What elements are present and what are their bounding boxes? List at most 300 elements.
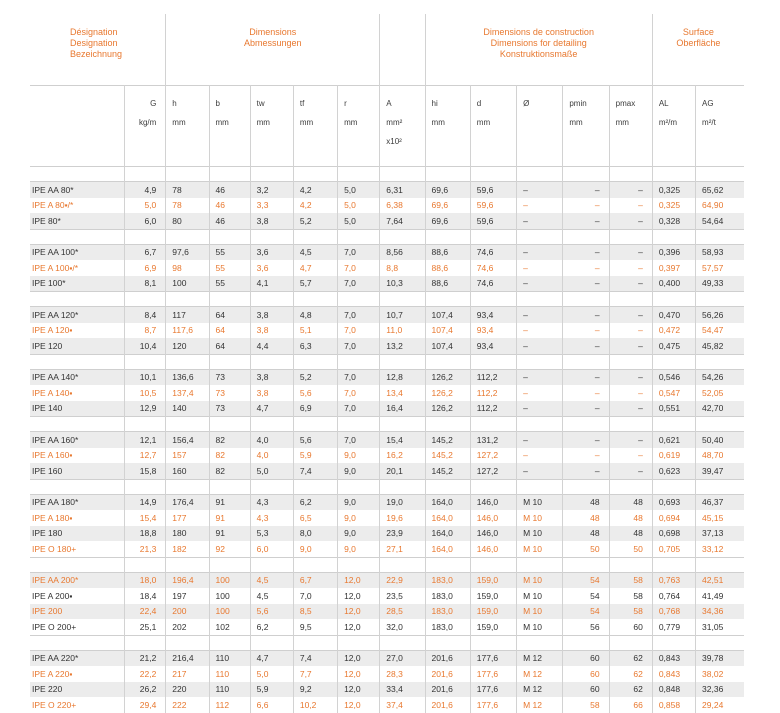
table-cell: 46,37 bbox=[696, 494, 744, 510]
spacer-cell bbox=[293, 229, 337, 244]
table-cell: – bbox=[517, 401, 563, 417]
table-cell: – bbox=[517, 307, 563, 323]
spacer-cell bbox=[652, 292, 695, 307]
table-cell: 112 bbox=[209, 697, 250, 713]
table-cell: 58 bbox=[563, 697, 609, 713]
table-cell: 9,0 bbox=[338, 510, 380, 526]
column-header bbox=[125, 86, 166, 167]
table-cell: 48 bbox=[563, 526, 609, 542]
table-cell: 5,6 bbox=[293, 385, 337, 401]
table-cell: 0,763 bbox=[652, 572, 695, 588]
profile-table-container bbox=[30, 14, 744, 713]
table-cell: 110 bbox=[209, 682, 250, 698]
table-cell: 10,7 bbox=[380, 307, 425, 323]
table-cell: 9,2 bbox=[293, 682, 337, 698]
table-cell: 0,693 bbox=[652, 494, 695, 510]
table-cell: 0,547 bbox=[652, 385, 695, 401]
table-cell: 93,4 bbox=[470, 338, 516, 354]
spacer-cell bbox=[338, 292, 380, 307]
spacer-cell bbox=[470, 417, 516, 432]
table-cell: – bbox=[517, 432, 563, 448]
table-cell: – bbox=[563, 385, 609, 401]
table-cell: 4,5 bbox=[250, 588, 293, 604]
table-cell: 6,2 bbox=[250, 619, 293, 635]
table-cell: 54 bbox=[563, 604, 609, 620]
table-cell: M 10 bbox=[517, 510, 563, 526]
table-cell: 164,0 bbox=[425, 526, 470, 542]
table-cell: 6,3 bbox=[293, 338, 337, 354]
spacer-cell bbox=[696, 292, 744, 307]
table-cell: 8,8 bbox=[380, 260, 425, 276]
table-row bbox=[30, 244, 744, 260]
table-cell: 4,7 bbox=[250, 401, 293, 417]
table-cell: – bbox=[563, 338, 609, 354]
column-header bbox=[470, 86, 516, 167]
table-cell: 7,64 bbox=[380, 213, 425, 229]
table-cell: 146,0 bbox=[470, 510, 516, 526]
spacer-cell bbox=[250, 167, 293, 182]
spacer-cell bbox=[696, 479, 744, 494]
table-cell: 145,2 bbox=[425, 463, 470, 479]
table-cell: 3,8 bbox=[250, 307, 293, 323]
table-cell: 54,64 bbox=[696, 213, 744, 229]
spacer-cell bbox=[425, 229, 470, 244]
table-cell: 73 bbox=[209, 385, 250, 401]
table-cell: 100 bbox=[209, 588, 250, 604]
table-cell: 10,2 bbox=[293, 697, 337, 713]
table-cell: 126,2 bbox=[425, 385, 470, 401]
column-header bbox=[380, 86, 425, 167]
spacer-cell bbox=[380, 229, 425, 244]
table-cell: 48 bbox=[609, 526, 652, 542]
spacer-cell bbox=[652, 417, 695, 432]
spacer-cell bbox=[563, 167, 609, 182]
table-cell: – bbox=[517, 244, 563, 260]
table-cell: 62 bbox=[609, 666, 652, 682]
spacer-cell bbox=[125, 417, 166, 432]
table-cell: 91 bbox=[209, 526, 250, 542]
table-cell: 32,0 bbox=[380, 619, 425, 635]
table-cell: 222 bbox=[166, 697, 209, 713]
table-cell: – bbox=[563, 213, 609, 229]
table-row bbox=[30, 604, 744, 620]
table-cell: 27,0 bbox=[380, 650, 425, 666]
table-cell: 7,0 bbox=[338, 260, 380, 276]
spacer-cell bbox=[293, 292, 337, 307]
table-cell: 59,6 bbox=[470, 198, 516, 214]
table-cell: – bbox=[563, 369, 609, 385]
table-cell: 10,4 bbox=[125, 338, 166, 354]
spacer-cell bbox=[209, 167, 250, 182]
table-cell: 5,1 bbox=[293, 323, 337, 339]
table-cell: 117,6 bbox=[166, 323, 209, 339]
table-cell: 12,8 bbox=[380, 369, 425, 385]
spacer-cell bbox=[609, 417, 652, 432]
table-cell: 6,2 bbox=[293, 494, 337, 510]
column-symbol: pmax bbox=[615, 99, 636, 108]
table-cell: 7,0 bbox=[338, 385, 380, 401]
spacer-cell bbox=[517, 557, 563, 572]
table-cell: 16,4 bbox=[380, 401, 425, 417]
spacer-cell bbox=[517, 479, 563, 494]
table-cell: 55 bbox=[209, 260, 250, 276]
table-cell: 5,0 bbox=[250, 666, 293, 682]
column-unit: m²/t bbox=[702, 118, 716, 127]
table-cell: 146,0 bbox=[470, 494, 516, 510]
table-cell: M 12 bbox=[517, 697, 563, 713]
table-cell: 18,4 bbox=[125, 588, 166, 604]
table-cell: 15,4 bbox=[380, 432, 425, 448]
spacer-cell bbox=[209, 479, 250, 494]
table-cell: 54 bbox=[563, 572, 609, 588]
table-cell: 73 bbox=[209, 369, 250, 385]
spacer-cell bbox=[425, 417, 470, 432]
spacer-cell bbox=[250, 229, 293, 244]
table-cell: 22,9 bbox=[380, 572, 425, 588]
spacer-cell bbox=[652, 557, 695, 572]
spacer-cell bbox=[293, 167, 337, 182]
table-cell: 18,8 bbox=[125, 526, 166, 542]
table-cell: 0,621 bbox=[652, 432, 695, 448]
table-cell: 6,31 bbox=[380, 182, 425, 198]
table-cell: 102 bbox=[209, 619, 250, 635]
spacer-cell bbox=[425, 479, 470, 494]
table-cell: 8,56 bbox=[380, 244, 425, 260]
column-symbol: pmin bbox=[569, 99, 587, 108]
table-cell: 60 bbox=[563, 682, 609, 698]
table-row bbox=[30, 666, 744, 682]
table-row bbox=[30, 588, 744, 604]
table-row bbox=[30, 448, 744, 464]
table-cell: 177,6 bbox=[470, 650, 516, 666]
table-cell: M 10 bbox=[517, 572, 563, 588]
detailing-en: Dimensions for detailing bbox=[490, 38, 587, 48]
table-cell: 3,8 bbox=[250, 369, 293, 385]
table-cell: 100 bbox=[209, 604, 250, 620]
spacer-cell bbox=[652, 167, 695, 182]
column-header bbox=[293, 86, 337, 167]
ipe-profile-table bbox=[30, 14, 744, 713]
group-spacer bbox=[30, 479, 744, 494]
table-cell: 82 bbox=[209, 448, 250, 464]
table-cell: 5,0 bbox=[250, 463, 293, 479]
table-cell: 9,5 bbox=[293, 619, 337, 635]
dimensions-header bbox=[166, 14, 380, 86]
table-cell: 201,6 bbox=[425, 697, 470, 713]
table-cell: 4,7 bbox=[293, 260, 337, 276]
area-header-blank bbox=[380, 14, 425, 86]
table-cell: – bbox=[563, 323, 609, 339]
spacer-cell bbox=[563, 417, 609, 432]
table-cell: 64 bbox=[209, 323, 250, 339]
profile-designation: IPE A 160▪ bbox=[30, 448, 125, 464]
table-cell: 93,4 bbox=[470, 323, 516, 339]
table-cell: 46 bbox=[209, 198, 250, 214]
table-row bbox=[30, 385, 744, 401]
table-cell: – bbox=[563, 401, 609, 417]
table-cell: 4,2 bbox=[293, 182, 337, 198]
spacer-cell bbox=[293, 479, 337, 494]
table-cell: 20,1 bbox=[380, 463, 425, 479]
table-cell: 7,0 bbox=[338, 369, 380, 385]
table-row bbox=[30, 213, 744, 229]
spacer-cell bbox=[209, 229, 250, 244]
table-cell: 164,0 bbox=[425, 541, 470, 557]
table-cell: 74,6 bbox=[470, 260, 516, 276]
table-cell: 65,62 bbox=[696, 182, 744, 198]
profile-designation: IPE O 220+ bbox=[30, 697, 125, 713]
table-cell: 58 bbox=[609, 588, 652, 604]
table-row bbox=[30, 323, 744, 339]
table-cell: 6,0 bbox=[125, 213, 166, 229]
profile-designation: IPE O 180+ bbox=[30, 541, 125, 557]
table-cell: 110 bbox=[209, 650, 250, 666]
table-cell: 159,0 bbox=[470, 572, 516, 588]
table-cell: 31,05 bbox=[702, 621, 724, 632]
table-cell: – bbox=[563, 432, 609, 448]
table-cell: 80 bbox=[166, 213, 209, 229]
designation-de: Bezeichnung bbox=[70, 49, 123, 59]
table-cell: 5,3 bbox=[250, 526, 293, 542]
spacer-cell bbox=[470, 354, 516, 369]
column-unit: mm bbox=[615, 118, 629, 127]
table-cell: 59,6 bbox=[470, 213, 516, 229]
spacer-cell bbox=[563, 635, 609, 650]
column-symbol: G bbox=[150, 99, 157, 108]
table-cell: 0,698 bbox=[652, 526, 695, 542]
table-cell: 182 bbox=[166, 541, 209, 557]
table-cell: M 10 bbox=[517, 604, 563, 620]
table-cell: 0,325 bbox=[652, 182, 695, 198]
spacer-cell bbox=[652, 354, 695, 369]
spacer-cell bbox=[380, 167, 425, 182]
table-cell: 107,4 bbox=[425, 307, 470, 323]
table-row bbox=[30, 307, 744, 323]
spacer-cell bbox=[517, 229, 563, 244]
spacer-cell bbox=[209, 354, 250, 369]
table-cell: 12,0 bbox=[338, 697, 380, 713]
profile-designation: IPE 120 bbox=[30, 338, 125, 354]
table-cell: 58 bbox=[609, 572, 652, 588]
designation-fr: Désignation bbox=[70, 27, 118, 37]
column-symbol: hi bbox=[431, 99, 438, 108]
column-unit: mm bbox=[299, 118, 314, 127]
table-cell: 13,2 bbox=[380, 338, 425, 354]
column-symbol: d bbox=[476, 99, 482, 108]
table-cell: – bbox=[563, 307, 609, 323]
spacer-cell bbox=[293, 417, 337, 432]
table-cell: 0,475 bbox=[652, 338, 695, 354]
table-cell: 201,6 bbox=[425, 650, 470, 666]
spacer-cell bbox=[30, 479, 125, 494]
table-cell: 91 bbox=[209, 494, 250, 510]
table-cell: M 10 bbox=[517, 494, 563, 510]
spacer-cell bbox=[563, 229, 609, 244]
table-cell: 57,57 bbox=[702, 262, 724, 273]
column-unit: mm bbox=[431, 118, 445, 127]
table-cell: 82 bbox=[209, 463, 250, 479]
column-symbol: h bbox=[172, 99, 177, 108]
table-cell: 12,0 bbox=[338, 682, 380, 698]
table-cell: 33,4 bbox=[380, 682, 425, 698]
table-cell: 3,8 bbox=[250, 385, 293, 401]
spacer-cell bbox=[338, 417, 380, 432]
table-cell: 177,6 bbox=[470, 682, 516, 698]
spacer-cell bbox=[609, 354, 652, 369]
spacer-cell bbox=[696, 167, 744, 182]
column-header bbox=[166, 86, 209, 167]
table-cell: 0,694 bbox=[652, 510, 695, 526]
table-cell: 23,5 bbox=[380, 588, 425, 604]
table-cell: 56 bbox=[563, 619, 609, 635]
table-cell: 7,0 bbox=[338, 323, 380, 339]
table-cell: 3,6 bbox=[250, 260, 293, 276]
column-header bbox=[425, 86, 470, 167]
table-cell: 220 bbox=[166, 682, 209, 698]
table-cell: 4,4 bbox=[250, 338, 293, 354]
table-cell: 66 bbox=[609, 697, 652, 713]
table-cell: 15,4 bbox=[125, 510, 166, 526]
table-cell: – bbox=[609, 385, 652, 401]
table-cell: 8,7 bbox=[125, 323, 166, 339]
table-cell: M 12 bbox=[517, 682, 563, 698]
table-cell: 62 bbox=[609, 650, 652, 666]
table-cell: 217 bbox=[166, 666, 209, 682]
table-cell: 60 bbox=[563, 666, 609, 682]
table-cell: 159,0 bbox=[470, 604, 516, 620]
spacer-cell bbox=[338, 354, 380, 369]
table-cell: 37,4 bbox=[380, 697, 425, 713]
table-cell: 0,325 bbox=[652, 198, 695, 214]
table-cell: 9,0 bbox=[338, 526, 380, 542]
table-cell: 12,0 bbox=[338, 588, 380, 604]
table-cell: 4,9 bbox=[125, 182, 166, 198]
table-cell: 48,70 bbox=[702, 450, 724, 461]
table-cell: 78 bbox=[166, 198, 209, 214]
profile-designation: IPE 160 bbox=[30, 463, 125, 479]
spacer-cell bbox=[696, 229, 744, 244]
table-cell: 29,4 bbox=[125, 697, 166, 713]
spacer-cell bbox=[30, 167, 125, 182]
profile-designation: IPE AA 200* bbox=[30, 572, 125, 588]
column-unit: m²/m bbox=[658, 118, 678, 127]
column-symbol: tw bbox=[256, 99, 265, 108]
table-cell: 6,7 bbox=[125, 244, 166, 260]
table-cell: 0,328 bbox=[652, 213, 695, 229]
table-cell: 60 bbox=[609, 619, 652, 635]
table-cell: 92 bbox=[209, 541, 250, 557]
table-cell: 9,0 bbox=[338, 448, 380, 464]
table-cell: 55 bbox=[209, 244, 250, 260]
table-cell: 6,0 bbox=[250, 541, 293, 557]
spacer-cell bbox=[696, 417, 744, 432]
spacer-cell bbox=[380, 417, 425, 432]
table-cell: 180 bbox=[166, 526, 209, 542]
table-cell: 0,779 bbox=[652, 619, 695, 635]
table-cell: 12,0 bbox=[338, 650, 380, 666]
table-cell: – bbox=[609, 182, 652, 198]
table-row bbox=[30, 338, 744, 354]
table-cell: 3,6 bbox=[250, 244, 293, 260]
profile-designation: IPE AA 180* bbox=[30, 494, 125, 510]
column-symbol: r bbox=[344, 99, 347, 108]
table-cell: 4,3 bbox=[250, 494, 293, 510]
table-cell: 28,5 bbox=[380, 604, 425, 620]
spacer-cell bbox=[30, 354, 125, 369]
column-header bbox=[609, 86, 652, 167]
profile-designation: IPE A 220▪ bbox=[30, 666, 125, 682]
table-cell: 6,5 bbox=[293, 510, 337, 526]
profile-designation: IPE A 120▪ bbox=[30, 323, 125, 339]
spacer-cell bbox=[125, 635, 166, 650]
dimensions-de: Abmessungen bbox=[244, 38, 302, 48]
column-unit-scale: x10² bbox=[386, 137, 402, 146]
spacer-cell bbox=[609, 479, 652, 494]
table-cell: – bbox=[563, 448, 609, 464]
table-cell: 8,5 bbox=[293, 604, 337, 620]
group-spacer bbox=[30, 167, 744, 182]
column-unit: mm bbox=[476, 118, 491, 127]
table-cell: 202 bbox=[166, 619, 209, 635]
spacer-cell bbox=[425, 635, 470, 650]
spacer-cell bbox=[338, 479, 380, 494]
spacer-cell bbox=[209, 292, 250, 307]
group-spacer bbox=[30, 292, 744, 307]
spacer-cell bbox=[338, 229, 380, 244]
spacer-cell bbox=[209, 557, 250, 572]
table-cell: – bbox=[517, 385, 563, 401]
detailing-fr: Dimensions de construction bbox=[483, 27, 594, 37]
table-cell: 98 bbox=[166, 260, 209, 276]
table-cell: 183,0 bbox=[425, 588, 470, 604]
table-cell: – bbox=[517, 182, 563, 198]
column-symbol: tf bbox=[299, 99, 305, 108]
table-cell: – bbox=[609, 260, 652, 276]
table-cell: 93,4 bbox=[470, 307, 516, 323]
table-cell: – bbox=[609, 401, 652, 417]
table-cell: 3,2 bbox=[250, 182, 293, 198]
table-cell: 58 bbox=[609, 604, 652, 620]
profile-designation: IPE 100* bbox=[30, 276, 125, 292]
table-cell: 10,1 bbox=[125, 369, 166, 385]
table-cell: 13,4 bbox=[380, 385, 425, 401]
column-unit: mm bbox=[344, 118, 358, 127]
detailing-de: Konstruktionsmaße bbox=[499, 49, 578, 59]
table-cell: 0,551 bbox=[652, 401, 695, 417]
table-cell: 5,0 bbox=[338, 182, 380, 198]
table-cell: 33,12 bbox=[702, 543, 724, 554]
table-cell: 74,6 bbox=[470, 244, 516, 260]
table-cell: 201,6 bbox=[425, 682, 470, 698]
surface-header bbox=[652, 14, 744, 86]
table-cell: 45,82 bbox=[696, 338, 744, 354]
table-cell: 4,7 bbox=[250, 650, 293, 666]
table-cell: 42,51 bbox=[696, 572, 744, 588]
spacer-cell bbox=[125, 229, 166, 244]
table-cell: 8,4 bbox=[125, 307, 166, 323]
table-cell: 0,843 bbox=[652, 650, 695, 666]
table-cell: – bbox=[609, 307, 652, 323]
table-cell: 0,848 bbox=[652, 682, 695, 698]
profile-designation: IPE A 180▪ bbox=[30, 510, 125, 526]
table-cell: 7,0 bbox=[338, 244, 380, 260]
table-cell: 48 bbox=[563, 494, 609, 510]
table-cell: 73 bbox=[209, 401, 250, 417]
table-cell: 97,6 bbox=[166, 244, 209, 260]
table-cell: 6,9 bbox=[293, 401, 337, 417]
table-cell: M 12 bbox=[517, 650, 563, 666]
table-cell: 4,5 bbox=[293, 244, 337, 260]
